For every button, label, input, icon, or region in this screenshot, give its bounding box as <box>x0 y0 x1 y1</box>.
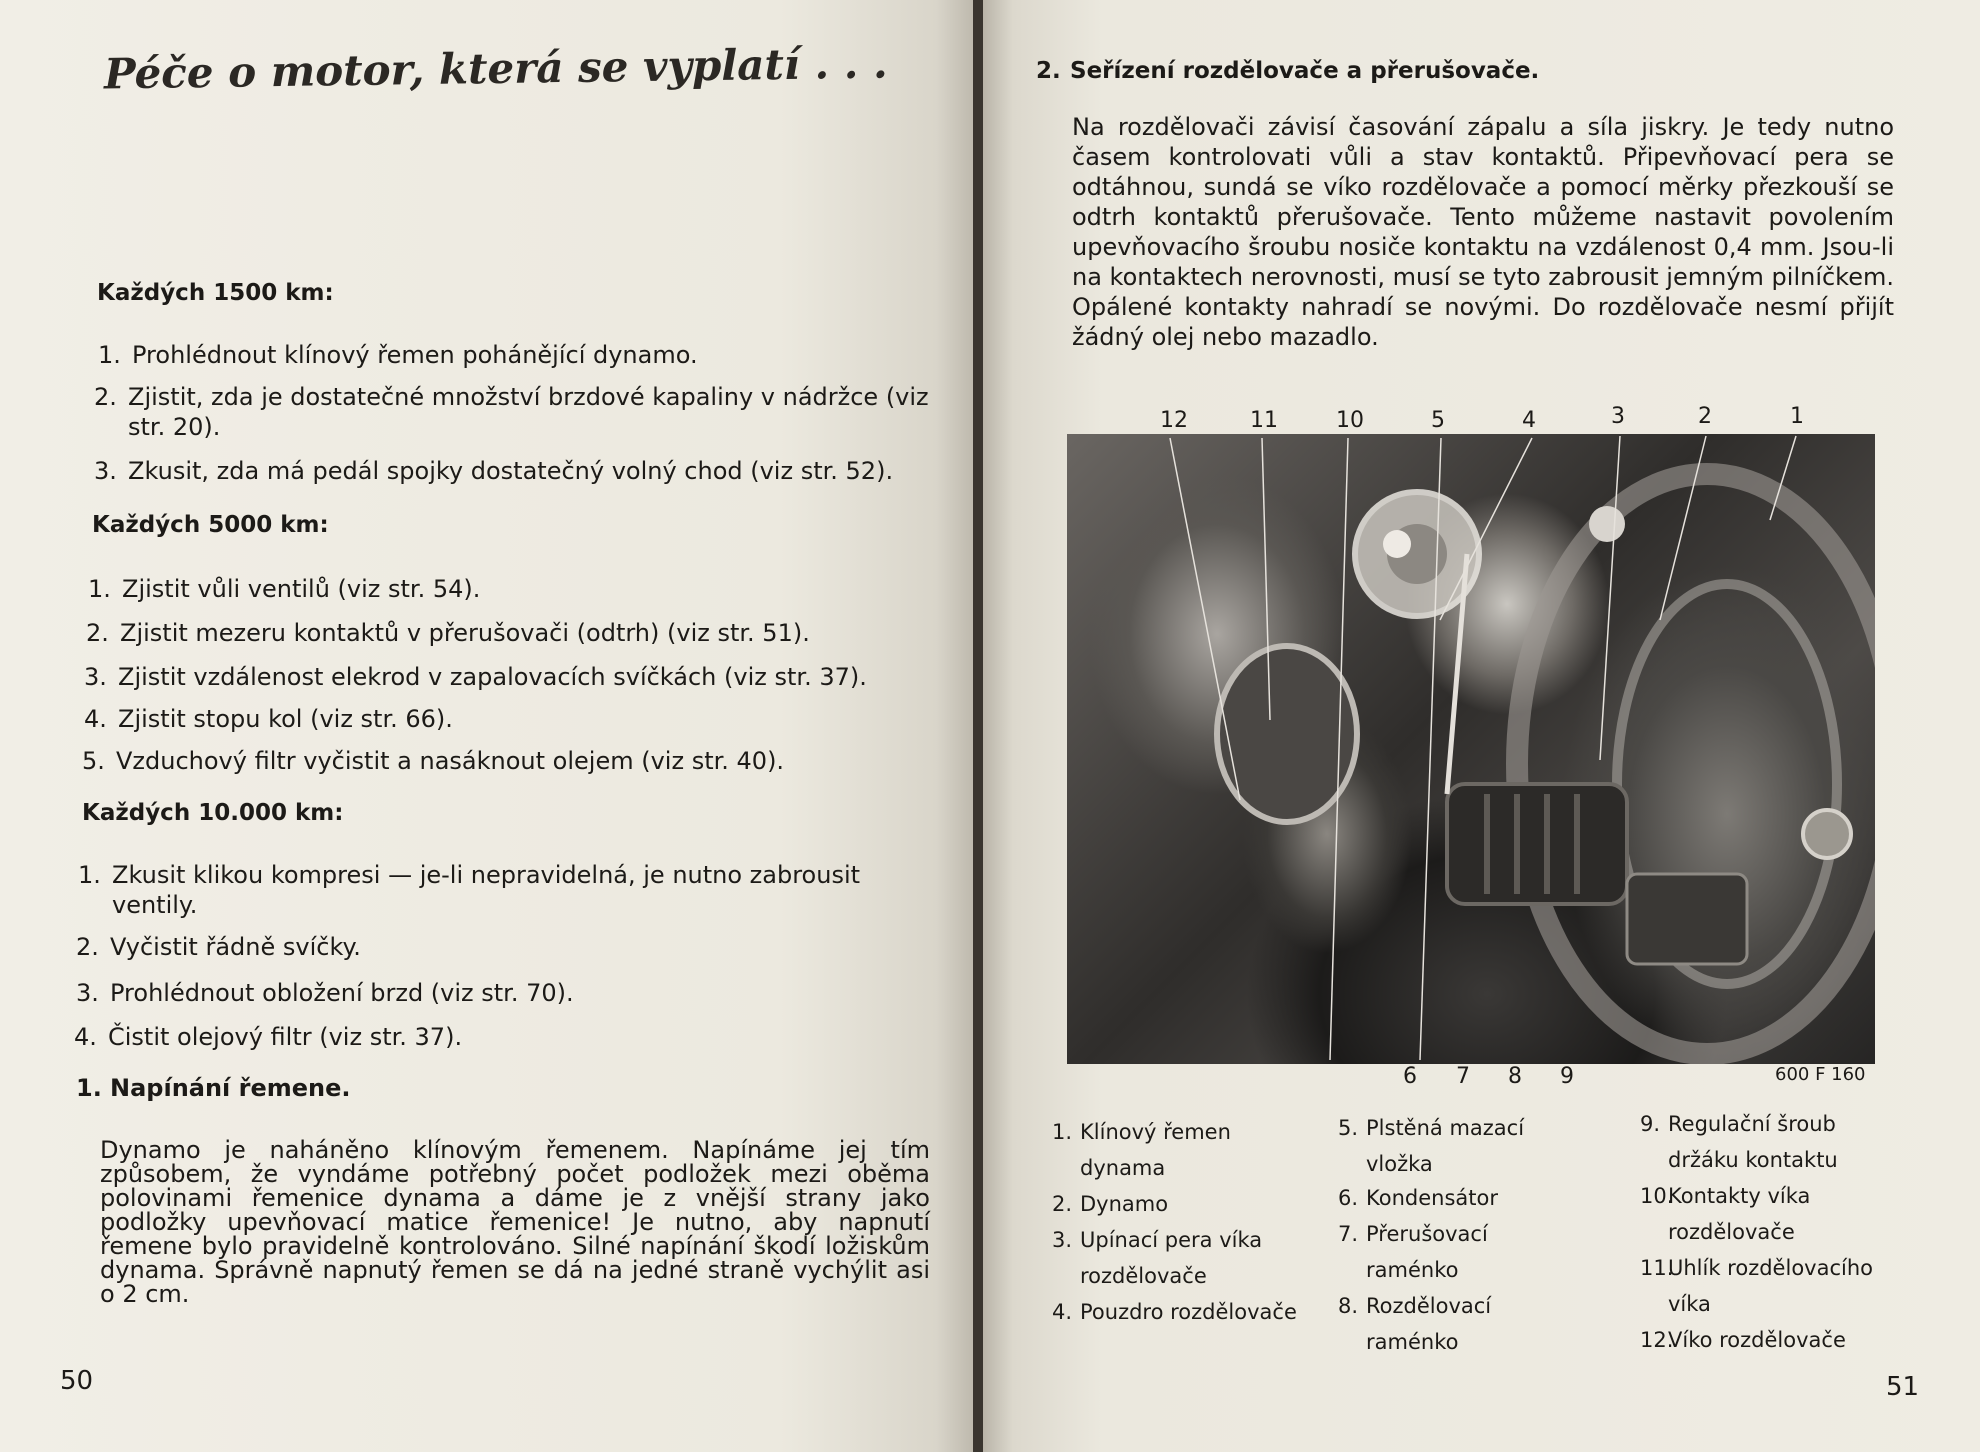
legend-item <box>1052 1222 1300 1294</box>
legend-item <box>1640 1178 1898 1250</box>
legend-text: Klínový řemen dynama <box>1080 1120 1231 1180</box>
callout-number: 1 <box>1790 404 1804 429</box>
legend-number: 5. <box>1338 1116 1359 1140</box>
item-number: 1. <box>78 861 101 889</box>
engine-illustration <box>1067 434 1875 1064</box>
callout-number: 6 <box>1403 1064 1417 1089</box>
legend-item <box>1338 1110 1586 1182</box>
list-item <box>76 978 930 1008</box>
item-number: 3. <box>84 663 107 691</box>
item-text: Prohlédnout klínový řemen pohánějící dynamo. <box>132 341 698 369</box>
legend-number: 2. <box>1052 1192 1073 1216</box>
item-number: 1. <box>88 575 111 603</box>
list-item <box>74 1022 928 1052</box>
legend-number: 6. <box>1338 1186 1359 1210</box>
legend-item <box>1338 1180 1586 1216</box>
item-text: Zjistit vzdálenost elekrod v zapalovacích svíčkách (viz str. 37). <box>118 663 867 691</box>
item-number: 1. <box>98 341 121 369</box>
item-number: 2. <box>76 933 99 961</box>
item-text: Zjistit, zda je dostatečné množství brzdové kapaliny v nádržce (viz str. 20). <box>128 383 929 441</box>
callout-number: 3 <box>1611 404 1625 429</box>
legend-number: 10. <box>1640 1184 1674 1208</box>
legend-number: 1. <box>1052 1120 1073 1144</box>
subsection-number: 2. <box>1036 58 1061 84</box>
distributor-paragraph: Na rozdělovači závisí časování zápalu a síla jiskry. Je tedy nutno časem kontrolovati vůli a stav kontaktů. Připevňovací pera se odtáhnou, sundá se víko rozdělovače a pomocí měrky přezkouší se odtrh kontaktů přerušovače. Tento můžeme nastavit povolením upevňovacího šroubu nosiče kontaktu na vzdálenost 0,4 mm. Jsou-li na kontaktech nerovnosti, musí se tyto zabrousit jemným pilníčkem. Opálené kontakty nahradí se novými. Do rozdělovače nesmí přijít žádný olej nebo mazadlo. <box>1072 113 1894 351</box>
legend-number: 3. <box>1052 1228 1073 1252</box>
list-item <box>84 704 938 734</box>
legend-text: Dynamo <box>1080 1192 1169 1216</box>
callout-number: 4 <box>1522 408 1536 433</box>
subsection-number: 1. <box>76 1074 102 1102</box>
subsection-title: Napínání řemene. <box>110 1074 351 1102</box>
callout-number: 7 <box>1456 1064 1470 1089</box>
list-item <box>82 746 936 776</box>
section-heading-5000km: Každých 5000 km: <box>92 512 329 538</box>
legend-text: Rozdělovací raménko <box>1366 1294 1492 1354</box>
legend-item <box>1640 1322 1898 1358</box>
item-text: Zkusit klikou kompresi — je-li nepravidelná, je nutno zabrousit ventily. <box>112 861 861 919</box>
item-number: 3. <box>94 457 117 485</box>
legend-number: 8. <box>1338 1294 1359 1318</box>
item-number: 2. <box>86 619 109 647</box>
subsection-title: Seřízení rozdělovače a přerušovače. <box>1070 58 1540 84</box>
legend-item <box>1640 1250 1898 1322</box>
item-text: Zjistit mezeru kontaktů v přerušovači (odtrh) (viz str. 51). <box>120 619 810 647</box>
item-text: Prohlédnout obložení brzd (viz str. 70). <box>110 979 574 1007</box>
callout-number: 10 <box>1336 408 1364 433</box>
callout-number: 2 <box>1698 404 1712 429</box>
item-text: Vyčistit řádně svíčky. <box>110 933 361 961</box>
legend-text: Uhlík rozdělovacího víka <box>1668 1256 1873 1316</box>
list-item <box>78 860 932 920</box>
list-item <box>98 340 932 370</box>
legend-text: Upínací pera víka rozdělovače <box>1080 1228 1263 1288</box>
item-text: Vzduchový filtr vyčistit a nasáknout olejem (viz str. 40). <box>116 747 785 775</box>
legend-item <box>1640 1106 1898 1178</box>
belt-paragraph: Dynamo je naháněno klínovým řemenem. Napínáme jej tím způsobem, že vyndáme potřebný počet podložek mezi oběma polovinami řemenice dynama a dáme je z vnější strany jako podložky upevňovací matice řemenice! Je nutno, aby napnutí řemene bylo pravidelně kontrolováno. Silné napínání škodí ložiskům dynama. Správně napnutý řemen se dá na jedné straně vychýlit asi o 2 cm. <box>100 1136 930 1308</box>
legend-text: Pouzdro rozdělovače <box>1080 1300 1297 1324</box>
list-item <box>86 618 940 648</box>
list-item <box>94 456 948 486</box>
section-heading-1500km: Každých 1500 km: <box>97 280 334 306</box>
item-text: Zkusit, zda má pedál spojky dostatečný volný chod (viz str. 52). <box>128 457 894 485</box>
legend-text: Víko rozdělovače <box>1668 1328 1846 1352</box>
legend-item <box>1338 1288 1566 1360</box>
page-number-right: 51 <box>1886 1372 1920 1402</box>
list-item <box>88 574 942 604</box>
item-text: Zjistit stopu kol (viz str. 66). <box>118 705 453 733</box>
item-number: 4. <box>84 705 107 733</box>
legend-item <box>1052 1294 1300 1330</box>
callout-number: 12 <box>1160 408 1188 433</box>
legend-number: 4. <box>1052 1300 1073 1324</box>
legend-number: 12. <box>1640 1328 1674 1352</box>
list-item <box>76 932 930 962</box>
legend-text: Regulační šroub držáku kontaktu <box>1668 1112 1838 1172</box>
legend-item <box>1052 1114 1300 1186</box>
legend-number: 11. <box>1640 1256 1674 1280</box>
page-number-left: 50 <box>60 1366 94 1396</box>
item-number: 4. <box>74 1023 97 1051</box>
callout-number: 8 <box>1508 1064 1522 1089</box>
legend-number: 7. <box>1338 1222 1359 1246</box>
legend-item <box>1052 1186 1300 1222</box>
callout-number: 5 <box>1431 408 1445 433</box>
subsection-heading-distributor <box>1036 56 1540 86</box>
legend-text: Kontakty víka rozdělovače <box>1668 1184 1811 1244</box>
list-item <box>84 662 938 692</box>
subsection-heading-belt <box>76 1073 351 1103</box>
page-title: Péče o motor, která se vyplatí . . . <box>103 38 888 99</box>
section-heading-10000km: Každých 10.000 km: <box>82 800 344 826</box>
distributor-photo <box>1067 434 1875 1064</box>
legend-text: Plstěná mazací vložka <box>1366 1116 1525 1176</box>
legend-item <box>1338 1216 1566 1288</box>
legend-text: Kondensátor <box>1366 1186 1498 1210</box>
callout-number: 9 <box>1560 1064 1574 1089</box>
item-number: 5. <box>82 747 105 775</box>
figure-id: 600 F 160 <box>1775 1064 1866 1085</box>
item-text: Čistit olejový filtr (viz str. 37). <box>108 1023 463 1051</box>
item-number: 2. <box>94 383 117 411</box>
callout-number: 11 <box>1250 408 1278 433</box>
item-text: Zjistit vůli ventilů (viz str. 54). <box>122 575 481 603</box>
legend-text: Přerušovací raménko <box>1366 1222 1488 1282</box>
list-item <box>94 382 948 442</box>
legend-number: 9. <box>1640 1112 1661 1136</box>
item-number: 3. <box>76 979 99 1007</box>
